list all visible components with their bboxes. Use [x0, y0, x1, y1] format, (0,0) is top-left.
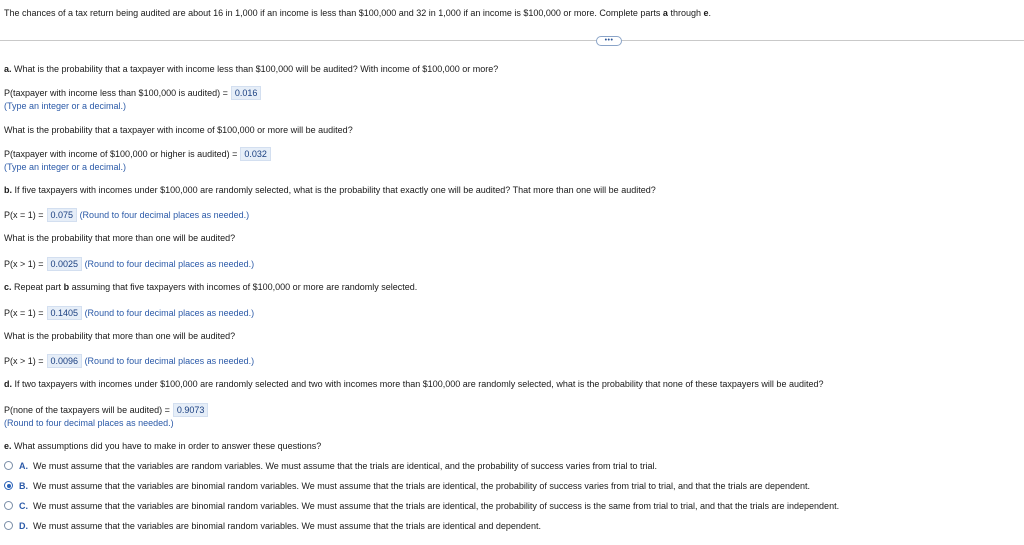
part-b-answer-2: P(x > 1) = 0.0025 (Round to four decimal places as needed.): [4, 259, 255, 269]
option-d-radio[interactable]: [4, 521, 13, 530]
option-c-radio[interactable]: [4, 501, 13, 510]
option-b-radio-selected[interactable]: [4, 481, 13, 490]
answer-box[interactable]: 0.1405: [47, 306, 83, 320]
part-c-answer-1: P(x = 1) = 0.1405 (Round to four decimal places as needed.): [4, 308, 255, 318]
answer-box[interactable]: 0.032: [240, 147, 271, 161]
part-d-hint: (Round to four decimal places as needed.): [4, 418, 174, 428]
part-c-question-2: What is the probability that more than one will be audited?: [4, 331, 236, 341]
part-d-question: d. If two taxpayers with incomes under $100,000 are randomly selected and two with incomes more than $100,000 are randomly selected, what is the probability that none of these taxpayers will be audited?: [4, 379, 824, 389]
answer-box[interactable]: 0.075: [47, 208, 78, 222]
part-a-hint-1: (Type an integer or a decimal.): [4, 101, 127, 111]
problem-intro: The chances of a tax return being audited are about 16 in 1,000 if an income is less than $100,000 and 32 in 1,000 if an income is $100,000 or more. Complete parts a through e.: [4, 8, 711, 18]
answer-box[interactable]: 0.0025: [47, 257, 83, 271]
option-d[interactable]: D. We must assume that the variables are binomial random variables. We must assume that the trials are identical and dependent.: [19, 521, 541, 531]
option-b[interactable]: B. We must assume that the variables are binomial random variables. We must assume that the trials are identical, the probability of success varies from trial to trial, and that the trials are dependent.: [19, 481, 811, 491]
answer-box[interactable]: 0.016: [231, 86, 262, 100]
expand-more-button[interactable]: •••: [596, 36, 622, 46]
part-c-answer-2: P(x > 1) = 0.0096 (Round to four decimal places as needed.): [4, 356, 255, 366]
option-a-radio[interactable]: [4, 461, 13, 470]
part-c-question: c. Repeat part b assuming that five taxpayers with incomes of $100,000 or more are randomly selected.: [4, 282, 418, 292]
part-a-hint-2: (Type an integer or a decimal.): [4, 162, 127, 172]
part-b-answer-1: P(x = 1) = 0.075 (Round to four decimal places as needed.): [4, 210, 250, 220]
part-e-question: e. What assumptions did you have to make in order to answer these questions?: [4, 441, 322, 451]
part-b-question-2: What is the probability that more than one will be audited?: [4, 233, 236, 243]
part-b-question: b. If five taxpayers with incomes under $100,000 are randomly selected, what is the probability that exactly one will be audited? That more than one will be audited?: [4, 185, 656, 195]
part-a-question-2: What is the probability that a taxpayer with income of $100,000 or more will be audited?: [4, 125, 353, 135]
part-a-answer-2: P(taxpayer with income of $100,000 or higher is audited) = 0.032: [4, 147, 271, 161]
option-c[interactable]: C. We must assume that the variables are binomial random variables. We must assume that the trials are identical, the probability of success is the same from trial to trial, and that the trials are independent.: [19, 501, 840, 511]
answer-box[interactable]: 0.9073: [173, 403, 209, 417]
part-a-question: a. What is the probability that a taxpayer with income less than $100,000 will be audited? With income of $100,000 or more?: [4, 64, 499, 74]
divider: [0, 40, 1024, 41]
answer-box[interactable]: 0.0096: [47, 354, 83, 368]
option-a[interactable]: A. We must assume that the variables are random variables. We must assume that the trials are identical, and the probability of success varies from trial to trial.: [19, 461, 657, 471]
part-d-answer: P(none of the taxpayers will be audited) = 0.9073: [4, 403, 208, 417]
part-a-answer-1: P(taxpayer with income less than $100,000 is audited) = 0.016: [4, 86, 261, 100]
